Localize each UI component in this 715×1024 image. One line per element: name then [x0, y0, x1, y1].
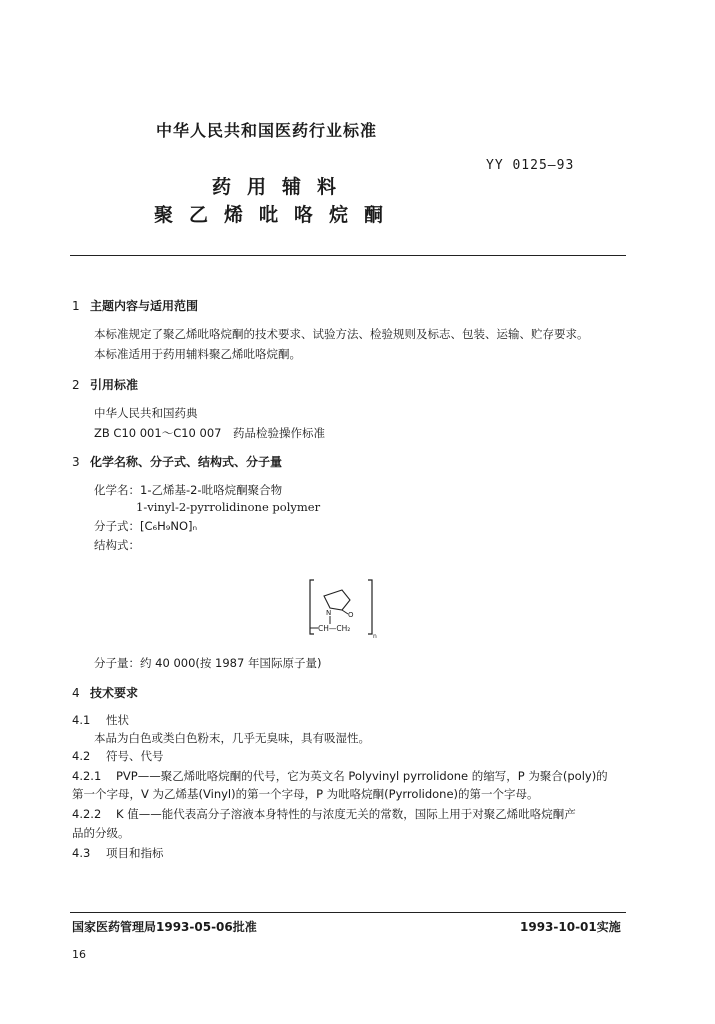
backbone-chain: CH—CH₂ [318, 624, 351, 633]
implementation-date: 1993-10-01实施 [520, 920, 621, 934]
reference-2: ZB C10 001～C10 007 药品检验操作标准 [94, 426, 325, 440]
header-divider [70, 255, 626, 256]
subsection-title: 项目和指标 [106, 846, 164, 860]
structural-formula [308, 578, 378, 638]
nitrogen-atom: N [326, 609, 332, 617]
subsection-number: 4.3 [72, 846, 91, 860]
section-3-heading [72, 453, 282, 470]
subsection-4-2-2-line2: 品的分级。 [72, 826, 130, 840]
section-1-heading [72, 297, 198, 314]
subsection-4-2-2-line1 [72, 806, 576, 822]
section-title: 化学名称、分子式、结构式、分子量 [90, 455, 283, 469]
document-title-line2: 聚乙烯吡咯烷酮 [154, 204, 400, 226]
subsection-number: 4.1 [72, 713, 91, 727]
repeat-subscript: n [373, 633, 377, 638]
subsection-number: 4.2.1 [72, 769, 102, 783]
subsection-4-2-1-line1 [72, 768, 608, 784]
section-title: 技术要求 [90, 686, 139, 700]
reference-1: 中华人民共和国药典 [94, 406, 198, 420]
subsection-text: PVP——聚乙烯吡咯烷酮的代号，它为英文名 Polyvinyl pyrrolidone 的缩写，P 为聚合(poly)的 [116, 769, 608, 783]
left-bracket [310, 580, 314, 634]
section-title: 引用标准 [90, 378, 139, 392]
standard-number: YY 0125—93 [486, 158, 575, 173]
issuing-organization: 中华人民共和国医药行业标准 [156, 121, 378, 140]
subsection-4-2-1-line2: 第一个字母，V 为乙烯基(Vinyl)的第一个字母，P 为吡咯烷酮(Pyrrolidone)的第一个字母。 [72, 787, 539, 801]
right-bracket [368, 580, 372, 634]
pyrrolidone-ring [324, 590, 350, 610]
approval-info: 国家医药管理局1993-05-06批准 [72, 920, 257, 934]
section-number: 2 [72, 378, 80, 392]
section-4-heading [72, 684, 138, 701]
chemical-name: 化学名：1-乙烯基-2-吡咯烷酮聚合物 [94, 483, 283, 497]
section-1-paragraph-1: 本标准规定了聚乙烯吡咯烷酮的技术要求、试验方法、检验规则及标志、包装、运输、贮存要求。 [94, 327, 589, 341]
section-number: 3 [72, 455, 80, 469]
section-number: 4 [72, 686, 80, 700]
section-title: 主题内容与适用范围 [90, 299, 199, 313]
subsection-number: 4.2 [72, 749, 91, 763]
footer-divider [70, 912, 626, 913]
subsection-4-3-heading [72, 845, 164, 861]
document-title-line1: 药用辅料 [212, 176, 353, 198]
section-2-heading [72, 376, 138, 393]
subsection-number: 4.2.2 [72, 807, 102, 821]
subsection-title: 符号、代号 [106, 749, 164, 763]
subsection-4-1-heading [72, 712, 129, 728]
subsection-title: 性状 [106, 713, 129, 727]
subsection-4-2-heading [72, 748, 164, 764]
chemical-name-english: 1-vinyl-2-pyrrolidinone polymer [136, 500, 321, 514]
molecular-weight: 分子量：约 40 000(按 1987 年国际原子量) [94, 656, 322, 670]
structure-label: 结构式： [94, 538, 140, 552]
page-number: 16 [72, 948, 86, 961]
oxygen-atom: O [348, 611, 354, 619]
subsection-text: K 值——能代表高分子溶液本身特性的与浓度无关的常数，国际上用于对聚乙烯吡咯烷酮产 [116, 807, 576, 821]
section-number: 1 [72, 299, 80, 313]
molecular-formula: 分子式：[C₆H₉NO]ₙ [94, 519, 198, 533]
subsection-4-1-text: 本品为白色或类白色粉末，几乎无臭味，具有吸湿性。 [94, 731, 370, 745]
section-1-paragraph-2: 本标准适用于药用辅料聚乙烯吡咯烷酮。 [94, 347, 301, 361]
